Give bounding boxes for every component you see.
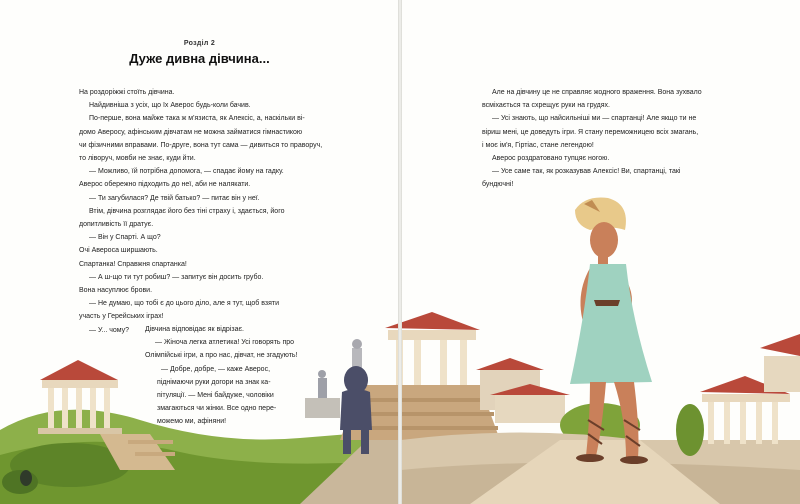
text-line: допитливість її дратує. (79, 221, 154, 229)
text-line: По-перше, вона майже така ж м'язиста, як Алексіс, а, наскільки ві- (89, 115, 305, 123)
text-line: бундючні! (482, 181, 514, 189)
text-line: Очі Авероса ширшають. (79, 247, 158, 255)
text-line: — Він у Спарті. А що? (89, 234, 161, 242)
text-line: — Жіноча легка атлетика! Усі говорять про (155, 339, 295, 347)
text-line: — Не думаю, що тобі є до цього діло, але я тут, щоб взяти (89, 300, 279, 308)
text-line: пітуляції. — Мені байдуже, чоловіки (157, 392, 274, 400)
text-line: віриш мені, це доведуть ігри. Я стану переможницею всіх змагань, (482, 128, 699, 136)
chapter-label: Розділ 2 (183, 40, 216, 47)
text-line: — Усе саме так, як розказував Алексіс! Ви, спартанці, такі (492, 168, 681, 176)
text-line: Втім, дівчина розглядає його без тіні страху і, здається, його (89, 207, 285, 215)
text-line: Дівчина відповідає як відрізає. (145, 326, 244, 333)
text-line: домо Аверосу, афінським дівчатам не можна займатися гімнастикою (79, 128, 303, 136)
text-line: і моє ім'я, Гіртіас, стане легендою! (482, 141, 594, 149)
left-page-indented-text (145, 323, 298, 429)
text-line: Але на дівчину це не справляє жодного враження. Вона зухвало (492, 89, 702, 96)
text-line: всміхається та схрещує руки на грудях. (482, 102, 610, 110)
text-line: Аверос роздратовано тупцяє ногою. (492, 155, 610, 163)
text-line: Олімпійські ігри, а про нас, дівчат, не згадують! (145, 352, 298, 360)
text-line: — А ш-що ти тут робиш? — запитує він досить грубо. (89, 273, 264, 281)
text-line: чи фізичними вправами. По-друге, вона тут сама — дивиться то праворуч, (79, 141, 323, 149)
text-line: Найдивніша з усіх, що їх Аверос будь-коли бачив. (89, 102, 251, 110)
text-line: Спартанка! Справжня спартанка! (79, 260, 187, 268)
text-line: — Ти загубилася? Де твій батько? — питає він у неї. (89, 194, 260, 202)
text-line: Вона насуплює брови. (79, 287, 153, 295)
text-line: — Добре, добре, — каже Аверос, (161, 365, 271, 373)
text-line: — У... чому? (89, 326, 130, 334)
text-line: можемо ми, афіняни! (157, 418, 227, 426)
right-temple (676, 334, 800, 456)
text-line: участь у Герейських іграх! (79, 313, 164, 321)
text-line: то ліворуч, мовби не знає, куди йти. (79, 155, 196, 163)
text-line: Аверос обережно підходить до неї, аби не налякати. (79, 181, 251, 189)
book-gutter (398, 0, 402, 504)
left-page-text (79, 86, 322, 337)
right-page-text (482, 86, 702, 192)
text-line: На роздоріжжі стоїть дівчина. (79, 89, 175, 96)
chapter-title: Дуже дивна дівчина... (129, 51, 270, 66)
text-line: — Можливо, їй потрібна допомога, — спадає йому на гадку. (89, 168, 284, 176)
text-line: — Усі знають, що найсильніші ми — спартанці! Але якщо ти не (492, 115, 697, 123)
text-line: піднімаючи руки догори на знак ка- (157, 378, 271, 386)
text-line: змагаються чи жінки. Все одно пере- (157, 405, 277, 413)
